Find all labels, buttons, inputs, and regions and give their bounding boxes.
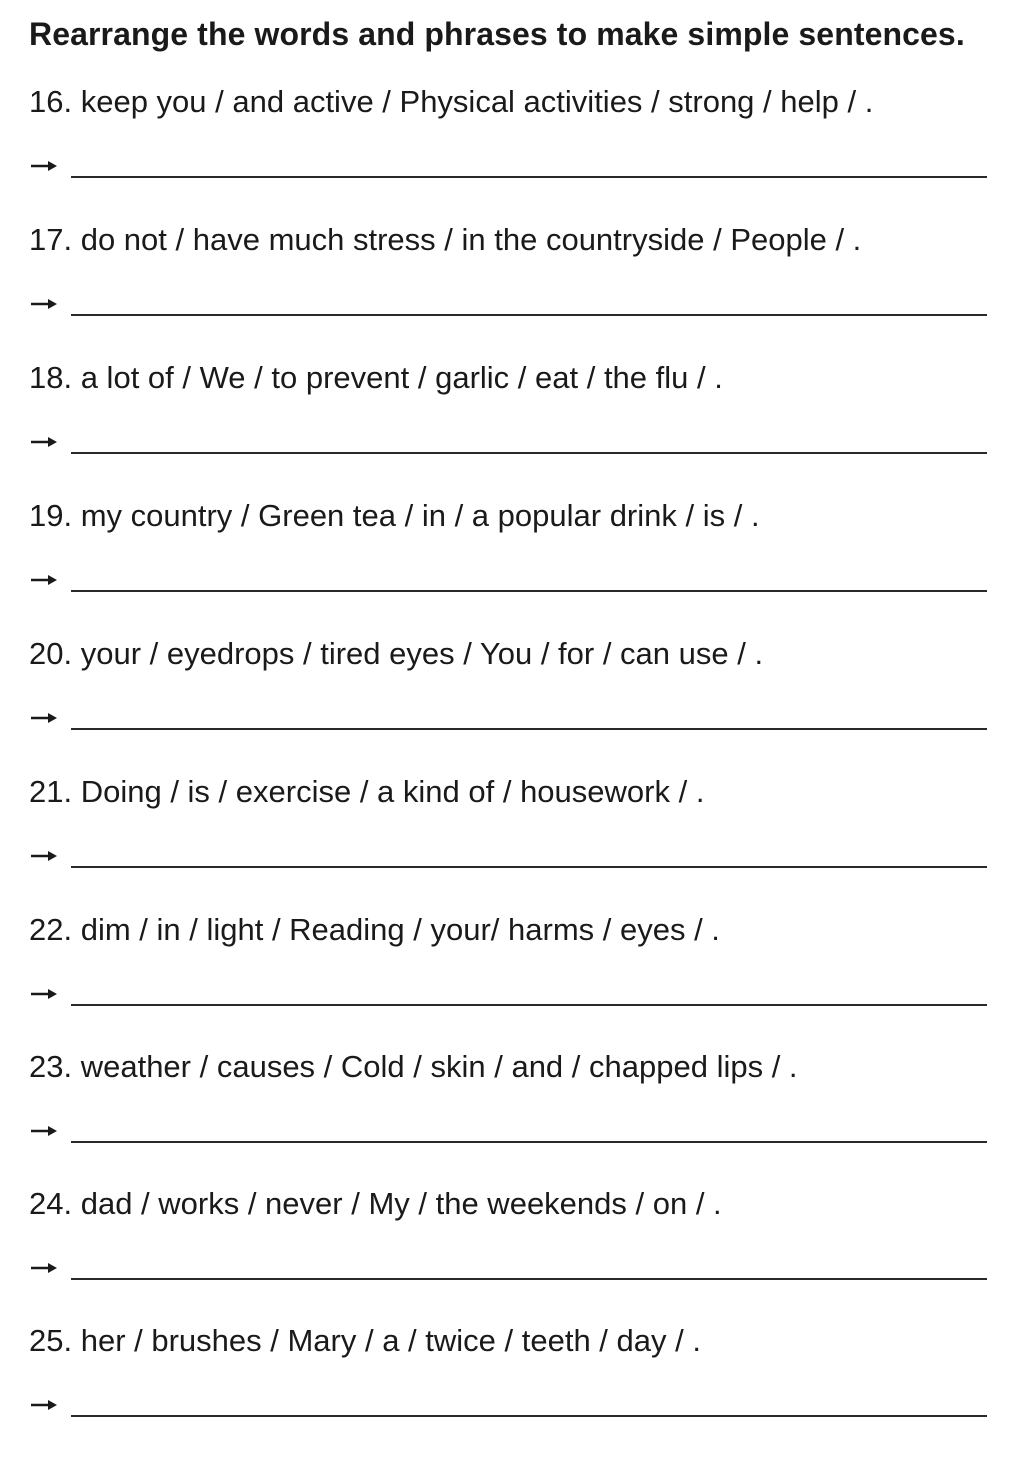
answer-blank[interactable] xyxy=(71,866,987,868)
exercise-prompt: 17. do not / have much stress / in the countryside / People / . xyxy=(29,222,862,257)
right-arrow-icon xyxy=(29,1397,59,1413)
answer-row xyxy=(29,1117,989,1157)
exercise-prompt: 19. my country / Green tea / in / a popular drink / is / . xyxy=(29,498,760,533)
exercise-item xyxy=(0,912,1024,1050)
exercise-prompt: 18. a lot of / We / to prevent / garlic / eat / the flu / . xyxy=(29,360,723,395)
answer-row xyxy=(29,980,989,1020)
right-arrow-icon xyxy=(29,848,59,864)
answer-blank[interactable] xyxy=(71,1004,987,1006)
exercise-item xyxy=(0,636,1024,774)
right-arrow-icon xyxy=(29,296,59,312)
exercise-prompt: 23. weather / causes / Cold / skin / and / chapped lips / . xyxy=(29,1049,798,1084)
answer-row xyxy=(29,566,989,606)
answer-blank[interactable] xyxy=(71,1278,987,1280)
answer-row xyxy=(29,428,989,468)
right-arrow-icon xyxy=(29,434,59,450)
exercise-prompt: 25. her / brushes / Mary / a / twice / teeth / day / . xyxy=(29,1323,701,1358)
exercise-item xyxy=(0,222,1024,360)
answer-blank[interactable] xyxy=(71,452,987,454)
right-arrow-icon xyxy=(29,158,59,174)
answer-blank[interactable] xyxy=(71,590,987,592)
right-arrow-icon xyxy=(29,1123,59,1139)
exercise-item xyxy=(0,1323,1024,1461)
exercise-prompt: 16. keep you / and active / Physical activities / strong / help / . xyxy=(29,84,874,119)
exercise-item xyxy=(0,360,1024,498)
answer-blank[interactable] xyxy=(71,728,987,730)
exercise-prompt: 21. Doing / is / exercise / a kind of / housework / . xyxy=(29,774,705,809)
answer-row xyxy=(29,704,989,744)
right-arrow-icon xyxy=(29,986,59,1002)
answer-row xyxy=(29,842,989,882)
exercise-item xyxy=(0,1186,1024,1324)
answer-row xyxy=(29,152,989,192)
exercise-item xyxy=(0,1049,1024,1187)
answer-blank[interactable] xyxy=(71,1415,987,1417)
answer-blank[interactable] xyxy=(71,1141,987,1143)
answer-row xyxy=(29,1254,989,1294)
exercise-item xyxy=(0,774,1024,912)
instruction-heading: Rearrange the words and phrases to make simple sentences. xyxy=(29,16,965,52)
right-arrow-icon xyxy=(29,710,59,726)
exercise-prompt: 20. your / eyedrops / tired eyes / You / for / can use / . xyxy=(29,636,764,671)
answer-row xyxy=(29,1391,989,1431)
answer-row xyxy=(29,290,989,330)
exercise-item xyxy=(0,498,1024,636)
right-arrow-icon xyxy=(29,572,59,588)
exercise-prompt: 22. dim / in / light / Reading / your/ harms / eyes / . xyxy=(29,912,720,947)
right-arrow-icon xyxy=(29,1260,59,1276)
exercise-item xyxy=(0,84,1024,222)
answer-blank[interactable] xyxy=(71,176,987,178)
answer-blank[interactable] xyxy=(71,314,987,316)
exercise-prompt: 24. dad / works / never / My / the weekends / on / . xyxy=(29,1186,722,1221)
